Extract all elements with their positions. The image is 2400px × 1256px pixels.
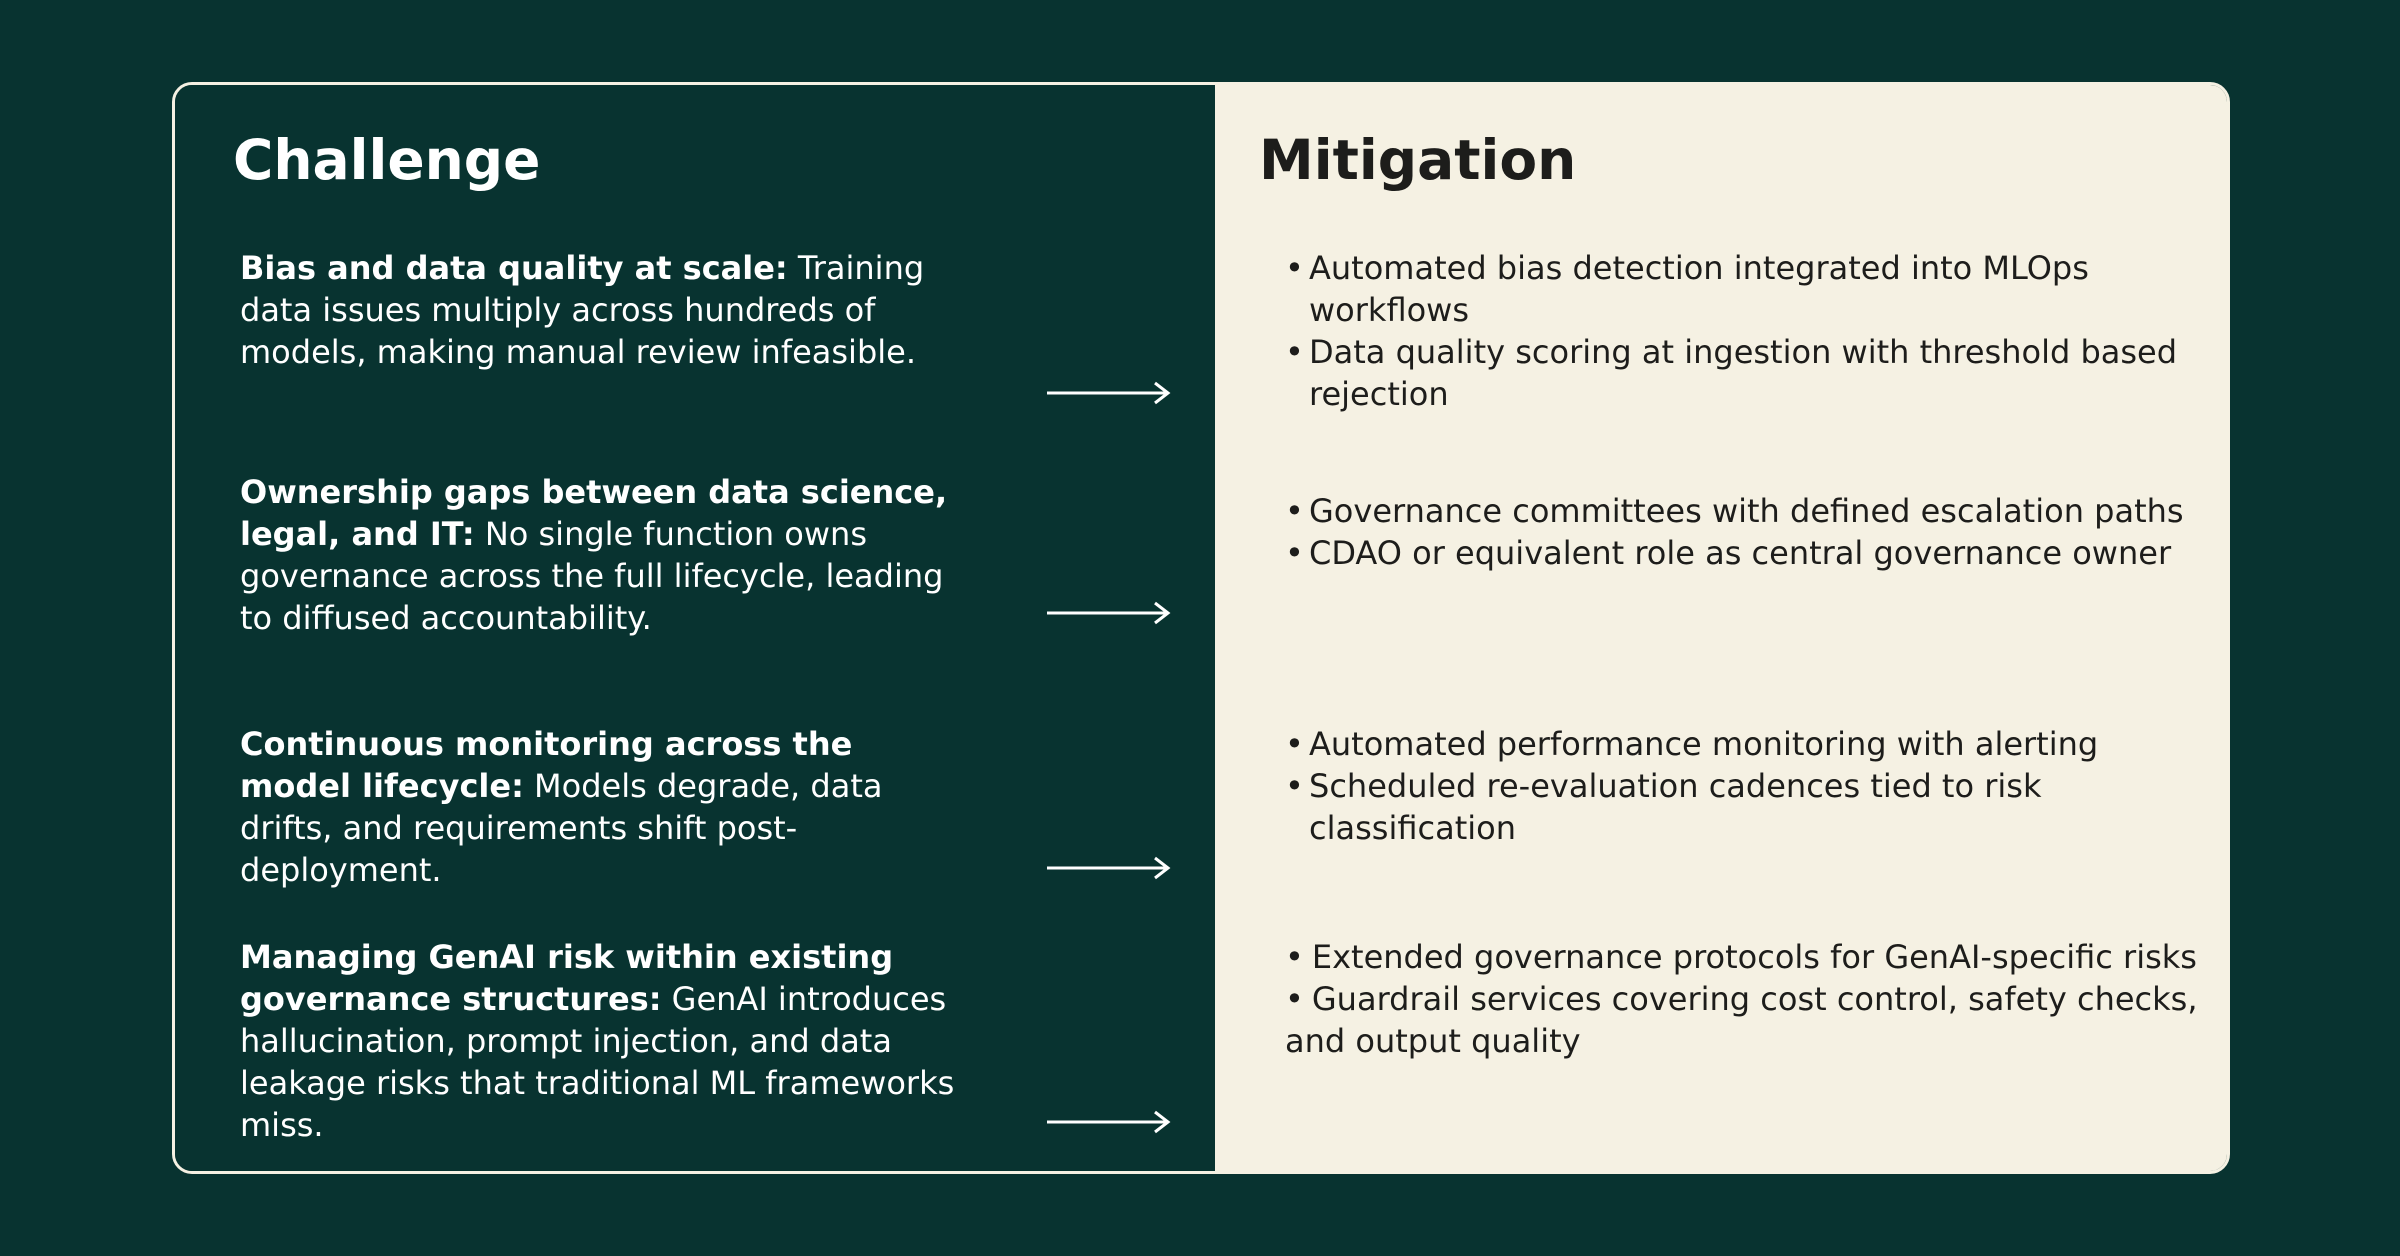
arrow-icon [1047,855,1171,881]
mitigation-item: • CDAO or equivalent role as central governance owner [1285,532,2200,574]
mitigation-column [1215,85,2227,1171]
challenge-title: Ownership gaps between data science, legal, and IT: [240,473,948,553]
challenge-header: Challenge [233,128,541,192]
challenge-column [175,85,1215,1171]
mitigation-item: • Governance committees with defined escalation paths [1285,490,2200,532]
mitigation-item: • Extended governance protocols for GenAI-specific risks [1285,936,2200,978]
challenge-title: Managing GenAI risk within existing governance structures: [240,938,894,1018]
mitigation-item: • Guardrail services covering cost control, safety checks, and output quality [1285,978,2200,1062]
mitigation-item: • Automated bias detection integrated into MLOps workflows [1285,247,2200,331]
challenge-item-1 [240,247,970,373]
mitigation-header: Mitigation [1259,128,1577,192]
challenge-title: Continuous monitoring across the model lifecycle: [240,725,853,805]
challenge-description: Training data issues multiply across hundreds of models, making manual review infeasible. [240,249,925,371]
mitigation-list-1 [1285,247,2200,415]
mitigation-item: • Automated performance monitoring with alerting [1285,723,2200,765]
arrow-icon [1047,600,1171,626]
challenge-item-3 [240,723,970,891]
challenge-description: No single function owns governance across the full lifecycle, leading to diffused accountability. [240,515,944,637]
challenge-description: GenAI introduces hallucination, prompt injection, and data leakage risks that traditional ML frameworks miss. [240,980,955,1144]
mitigation-list-4 [1285,936,2200,1062]
challenge-mitigation-table [172,82,2230,1174]
challenge-item-4 [240,936,970,1146]
mitigation-item: • Data quality scoring at ingestion with threshold based rejection [1285,331,2200,415]
challenge-title: Bias and data quality at scale: [240,249,788,287]
challenge-description: Models degrade, data drifts, and requirements shift post-deployment. [240,767,883,889]
mitigation-list-2 [1285,490,2200,574]
arrow-icon [1047,380,1171,406]
arrow-icon [1047,1109,1171,1135]
mitigation-item: • Scheduled re-evaluation cadences tied to risk classification [1285,765,2200,849]
mitigation-list-3 [1285,723,2200,849]
challenge-item-2 [240,471,970,639]
